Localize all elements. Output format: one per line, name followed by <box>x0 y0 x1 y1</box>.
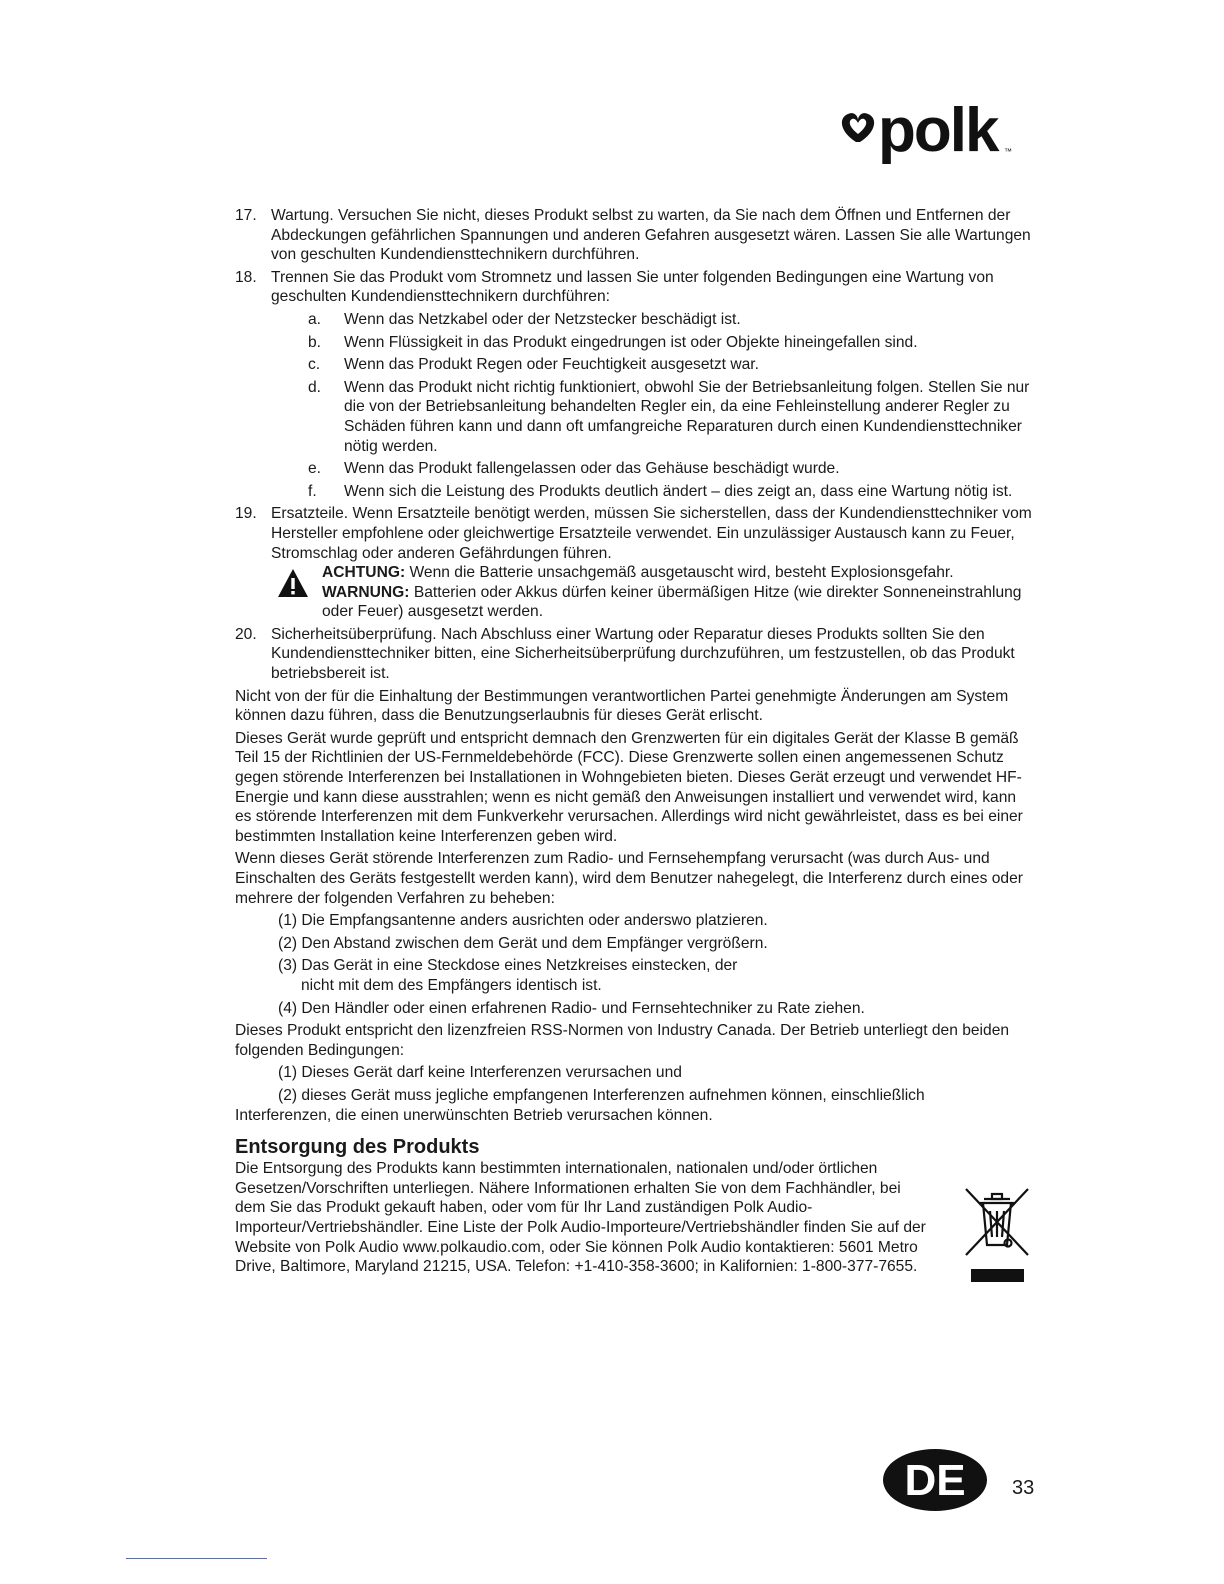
svg-text:DE: DE <box>904 1456 966 1505</box>
condition-2-continued: Interferenzen, die einen unerwünschten Betrieb verursachen können. <box>235 1106 713 1124</box>
caution-label: ACHTUNG: <box>322 564 406 582</box>
list-item: b. Wenn Flüssigkeit in das Produkt eingedrungen ist oder Objekte hineingefallen sind. <box>308 333 918 351</box>
item-17: 17. Wartung. Versuchen Sie nicht, dieses Produkt selbst zu warten, da Sie nach dem Öffnen und Entfernen der Abdeckungen gefährlichen Spannungen und anderen Gefahren ausgesetzt wären. Lassen Sie alle Wartungen von geschulten Kundendiensttechnikern durchführen. <box>235 207 1031 264</box>
svg-text:™: ™ <box>1004 147 1012 156</box>
crossed-bin-icon <box>962 1185 1032 1285</box>
disposal-heading: Entsorgung des Produkts <box>235 1136 480 1159</box>
item-19-text: Ersatzteile. Wenn Ersatzteile benötigt werden, müssen Sie sicherstellen, dass der Kundendiensttechniker vom Hersteller empfohlene oder gleichwertige Ersatzteile verwendet. Ein unzulässiger Austausch kann zu Feuer, Stromschlag oder anderen Gefährdungen führen. <box>271 505 1032 562</box>
battery-warning: ACHTUNG: Wenn die Batterie unsachgemäß ausgetauscht wird, besteht Explosionsgefahr. WARNUNG: Batterien oder Akkus dürfen keiner übermäßigen Hitze (wie direkter Sonneneinstrahlung oder Feuer) ausgesetzt werden. <box>235 563 1035 622</box>
condition-1: (1) Dieses Gerät darf keine Interferenzen verursachen und <box>278 1064 682 1082</box>
footer-divider <box>126 1558 267 1559</box>
interference-paragraph: Wenn dieses Gerät störende Interferenzen zum Radio- und Fernsehempfang verursacht (was durch Aus- und Einschalten des Geräts festgestellt werden kann), wird dem Benutzer nahegelegt, die Interferenz durch eines oder mehrere der folgenden Verfahren zu beheben: <box>235 850 1023 907</box>
warning-label: WARNUNG: <box>322 583 410 601</box>
warning-triangle-icon <box>277 568 309 598</box>
list-item: c. Wenn das Produkt Regen oder Feuchtigkeit ausgesetzt war. <box>308 356 759 374</box>
item-19: 19. Ersatzteile. Wenn Ersatzteile benötigt werden, müssen Sie sicherstellen, dass der Kundendiensttechniker vom Hersteller empfohlene oder gleichwertige Ersatzteile verwendet. Ein unzulässiger Austausch kann zu Feuer, Stromschlag oder anderen Gefährdungen führen. <box>235 505 1032 562</box>
list-item: d. Wenn das Produkt nicht richtig funktioniert, obwohl Sie der Betriebsanleitung folgen. Stellen Sie nur die von der Betriebsanleitung behandelten Regler ein, da eine Fehleinstellung anderer Regler zu Schäden führen kann und dann oft umfangreiche Reparaturen durch einen Kundendiensttechniker nötig werden. <box>308 378 1030 455</box>
changes-paragraph: Nicht von der für die Einhaltung der Bestimmungen verantwortlichen Partei genehmigte Änderungen am System können dazu führen, dass die Benutzungserlaubnis für dieses Gerät erlischt. <box>235 687 1009 725</box>
list-item: f. Wenn sich die Leistung des Produkts deutlich ändert – dies zeigt an, dass eine Wartung nötig ist. <box>308 482 1013 500</box>
fcc-paragraph: Dieses Gerät wurde geprüft und entspricht demnach den Grenzwerten für ein digitales Gerät der Klasse B gemäß Teil 15 der Richtlinien der US-Fernmeldebehörde (FCC). Diese Grenzwerte sollen einen angemessenen Schutz gegen störende Interferenzen bei Installationen in Wohngebieten bieten. Dieses Gerät erzeugt und verwendet HF-Energie und kann diese ausstrahlen; wenn es nicht gemäß den Anweisungen installiert und verwendet wird, kann es störende Interferenzen mit dem Funkverkehr verursachen. Allerdings wird nicht gewährleistet, dass es bei einer bestimmten Installation keine Interferenzen geben wird. <box>235 729 1023 845</box>
list-item: a. Wenn das Netzkabel oder der Netzstecker beschädigt ist. <box>308 310 741 328</box>
disposal-text: Die Entsorgung des Produkts kann bestimmten internationalen, nationalen und/oder örtlichen Gesetzen/Vorschriften unterliegen. Nähere Informationen erhalten Sie von dem Fachhändler, bei dem Sie das Produkt gekauft haben, oder vom für Ihr Land zuständigen Polk Audio-Importeur/Vertriebshändler. Eine Liste der Polk Audio-Importeure/Vertriebshändler finden Sie auf der Website von Polk Audio www.polkaudio.com, oder Sie können Polk Audio kontaktieren: 5601 Metro Drive, Baltimore, Maryland 21215, USA. Telefon: +1-410-358-3600; in Kalifornien: 1-800-377-7655. <box>235 1160 926 1276</box>
measure-1: (1) Die Empfangsantenne anders ausrichten oder anderswo platzieren. <box>278 912 768 930</box>
item-20: 20. Sicherheitsüberprüfung. Nach Abschluss einer Wartung oder Reparatur dieses Produkts sollten Sie den Kundendiensttechniker bitten, eine Sicherheitsüberprüfung durchzuführen, um festzustellen, ob das Produkt betriebsbereit ist. <box>235 625 1015 683</box>
item-17-text: Wartung. Versuchen Sie nicht, dieses Produkt selbst zu warten, da Sie nach dem Öffnen und Entfernen der Abdeckungen gefährlichen Spannungen und anderen Gefahren ausgesetzt wären. Lassen Sie alle Wartungen von geschulten Kundendiensttechnikern durchführen. <box>271 207 1031 264</box>
document-body <box>235 206 1035 1277</box>
svg-text:polk: polk <box>878 96 998 165</box>
item-18-text: Trennen Sie das Produkt vom Stromnetz und lassen Sie unter folgenden Bedingungen eine Wartung von geschulten Kundendiensttechnikern durchführen: <box>271 268 994 306</box>
item-20-text: Sicherheitsüberprüfung. Nach Abschluss einer Wartung oder Reparatur dieses Produkts sollten Sie den Kundendiensttechniker bitten, eine Sicherheitsüberprüfung durchzuführen, um festzustellen, ob das Produkt betriebsbereit ist. <box>271 625 1015 683</box>
industry-canada-paragraph: Dieses Produkt entspricht den lizenzfreien RSS-Normen von Industry Canada. Der Betrieb unterliegt den beiden folgenden Bedingungen: <box>235 1022 1010 1059</box>
list-item: e. Wenn das Produkt fallengelassen oder das Gehäuse beschädigt wurde. <box>308 460 840 478</box>
measure-3: (3) Das Gerät in eine Steckdose eines Netzkreises einstecken, der nicht mit dem des Empfängers identisch ist. <box>278 957 738 994</box>
measure-2: (2) Den Abstand zwischen dem Gerät und dem Empfänger vergrößern. <box>278 934 768 952</box>
item-18-sublist <box>235 310 1035 501</box>
page-number: 33 <box>1012 1477 1035 1499</box>
item-18: 18. Trennen Sie das Produkt vom Stromnetz und lassen Sie unter folgenden Bedingungen eine Wartung von geschulten Kundendiensttechnikern durchführen: <box>235 268 994 306</box>
polk-logo <box>836 96 1026 180</box>
measure-4: (4) Den Händler oder einen erfahrenen Radio- und Fernsehtechniker zu Rate ziehen. <box>278 999 865 1017</box>
condition-2: (2) dieses Gerät muss jegliche empfangenen Interferenzen aufnehmen können, einschließlich <box>278 1086 925 1104</box>
language-badge <box>882 1448 988 1512</box>
